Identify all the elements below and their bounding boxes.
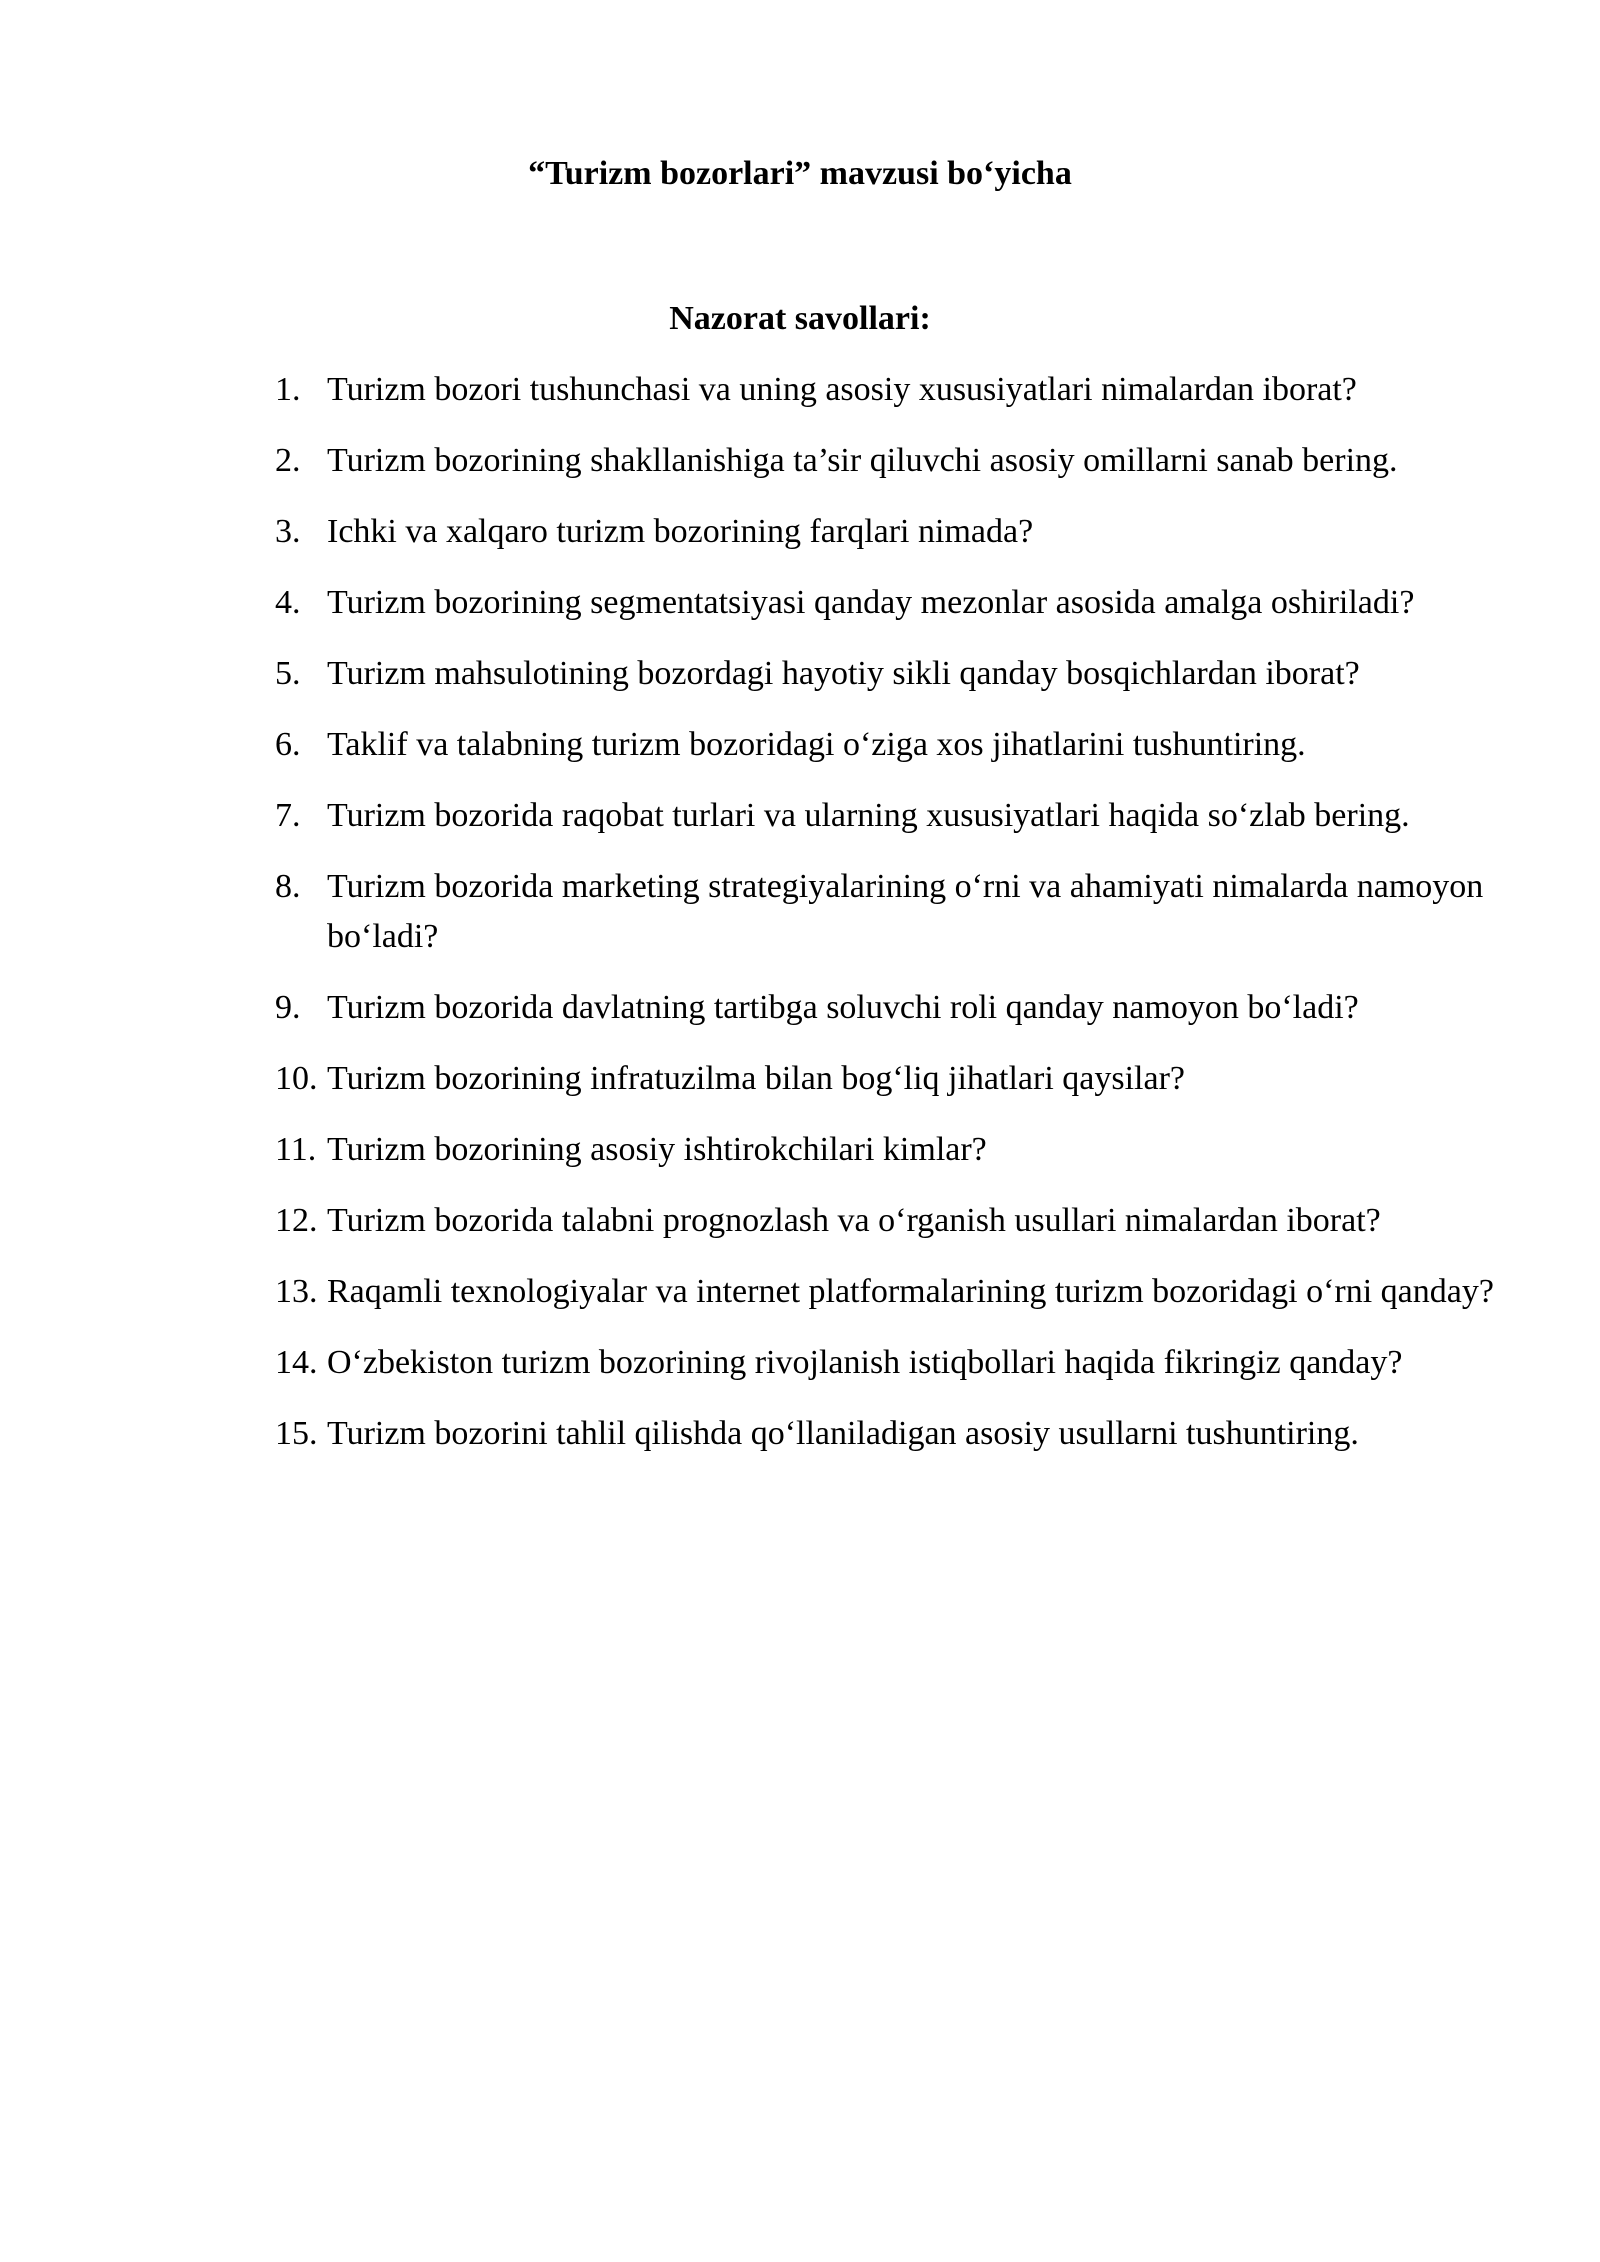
question-text: Turizm bozorida davlatning tartibga soluvchi roli qanday namoyon bo‘ladi? <box>327 989 1359 1026</box>
question-text: Turizm mahsulotining bozordagi hayotiy sikli qanday bosqichlardan iborat? <box>327 655 1360 692</box>
question-number: 13. <box>275 1273 318 1310</box>
question-number: 7. <box>275 797 301 834</box>
question-item <box>275 649 1505 699</box>
question-text: Turizm bozorini tahlil qilishda qo‘llaniladigan asosiy usullarni tushuntiring. <box>327 1415 1359 1452</box>
question-number: 15. <box>275 1415 318 1452</box>
question-item <box>275 507 1505 557</box>
section-heading: Nazorat savollari: <box>669 300 931 337</box>
questions-list <box>275 365 1505 1480</box>
question-text: Turizm bozorida marketing strategiyalarining o‘rni va ahamiyati nimalarda namoyon bo‘ladi? <box>327 868 1484 955</box>
question-item <box>275 1267 1505 1317</box>
question-item <box>275 436 1505 486</box>
question-item <box>275 578 1505 628</box>
question-number: 2. <box>275 442 301 479</box>
question-item <box>275 365 1505 415</box>
question-text: Turizm bozorining shakllanishiga ta’sir qiluvchi asosiy omillarni sanab bering. <box>327 442 1398 479</box>
question-number: 11. <box>275 1131 317 1168</box>
question-number: 9. <box>275 989 301 1026</box>
question-text: Taklif va talabning turizm bozoridagi o‘ziga xos jihatlarini tushuntiring. <box>327 726 1306 763</box>
question-text: Turizm bozorining infratuzilma bilan bog‘liq jihatlari qaysilar? <box>327 1060 1185 1097</box>
question-text: Turizm bozorida talabni prognozlash va o‘rganish usullari nimalardan iborat? <box>327 1202 1381 1239</box>
question-item <box>275 1338 1505 1388</box>
question-text: Raqamli texnologiyalar va internet platformalarining turizm bozoridagi o‘rni qanday? <box>327 1273 1494 1310</box>
question-text: Turizm bozorining segmentatsiyasi qanday mezonlar asosida amalga oshiriladi? <box>327 584 1415 621</box>
question-item <box>275 791 1505 841</box>
question-number: 12. <box>275 1202 318 1239</box>
question-item <box>275 1409 1505 1459</box>
question-text: Turizm bozorining asosiy ishtirokchilari kimlar? <box>327 1131 987 1168</box>
question-item <box>275 1054 1505 1104</box>
question-item <box>275 720 1505 770</box>
question-text: Turizm bozori tushunchasi va uning asosiy xususiyatlari nimalardan iborat? <box>327 371 1357 408</box>
question-number: 4. <box>275 584 301 621</box>
question-text: O‘zbekiston turizm bozorining rivojlanish istiqbollari haqida fikringiz qanday? <box>327 1344 1403 1381</box>
question-text: Ichki va xalqaro turizm bozorining farqlari nimada? <box>327 513 1034 550</box>
question-number: 5. <box>275 655 301 692</box>
question-number: 14. <box>275 1344 318 1381</box>
question-number: 10. <box>275 1060 318 1097</box>
question-item <box>275 862 1505 962</box>
question-item <box>275 1196 1505 1246</box>
question-item <box>275 983 1505 1033</box>
question-number: 6. <box>275 726 301 763</box>
question-number: 1. <box>275 371 301 408</box>
question-item <box>275 1125 1505 1175</box>
question-text: Turizm bozorida raqobat turlari va ularning xususiyatlari haqida so‘zlab bering. <box>327 797 1410 834</box>
document-title: “Turizm bozorlari” mavzusi bo‘yicha <box>528 155 1072 192</box>
question-number: 3. <box>275 513 301 550</box>
question-number: 8. <box>275 868 301 905</box>
